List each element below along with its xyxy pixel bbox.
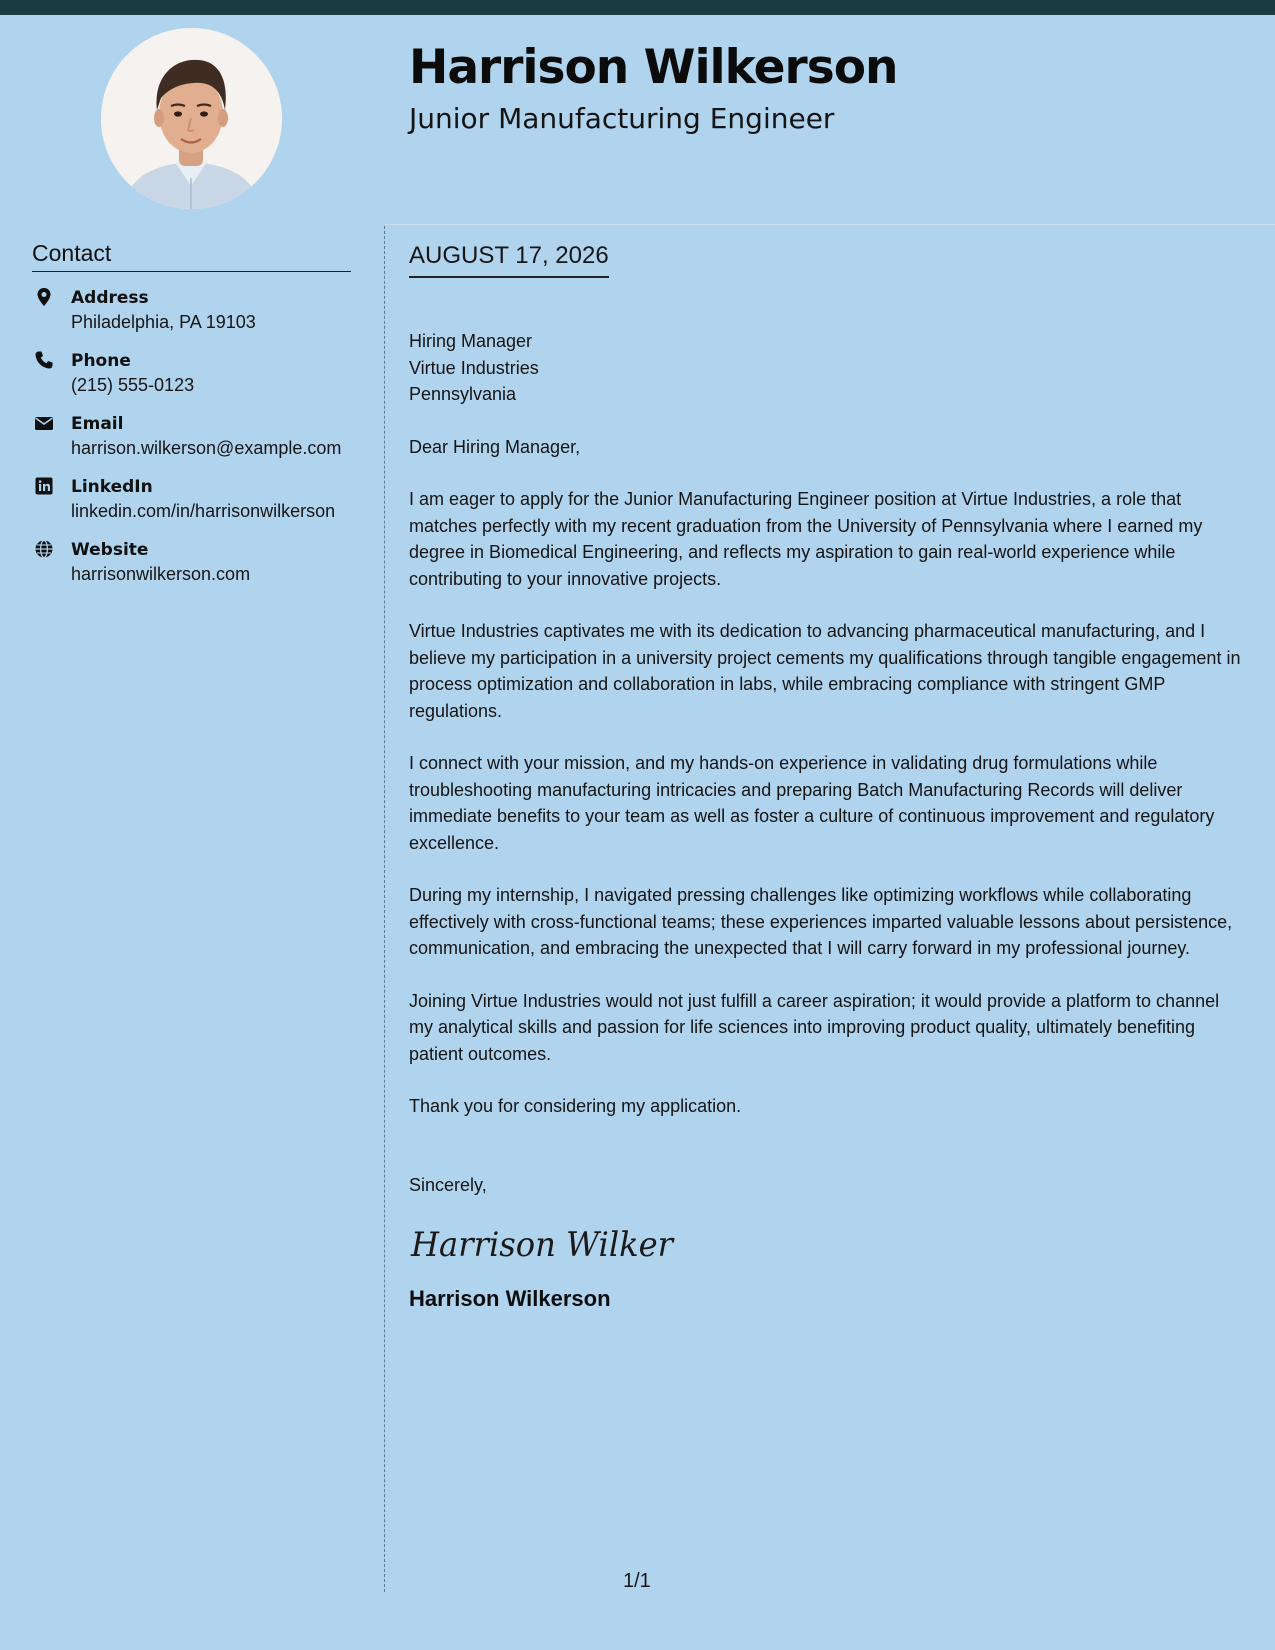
- letter-paragraph: During my internship, I navigated pressing challenges like optimizing workflows while collaborating effectively with cross-functional teams; these experiences imparted valuable lessons about persistence, communication, and embracing the unexpected that I will carry forward in my professional journey.: [409, 885, 1233, 958]
- column-divider: [384, 226, 385, 1592]
- globe-icon: [34, 539, 54, 559]
- contact-item-phone: [32, 349, 354, 398]
- contact-label: Address: [71, 288, 149, 308]
- signature: [409, 1216, 679, 1272]
- header-divider: [385, 224, 1275, 225]
- signature-text: Harrison Wilker: [410, 1225, 675, 1265]
- recipient-line: Pennsylvania: [409, 384, 517, 404]
- contact-item-website: [32, 538, 354, 587]
- candidate-name: Harrison Wilkerson: [409, 40, 898, 95]
- contact-label: Phone: [71, 351, 131, 371]
- linkedin-icon: [34, 476, 54, 496]
- contact-item-email: [32, 412, 354, 461]
- page-number: 1/1: [623, 1570, 651, 1592]
- contact-item-address: [32, 286, 354, 335]
- letter-body: [409, 302, 1245, 1313]
- contact-label: Website: [71, 540, 149, 560]
- signed-name: Harrison Wilkerson: [409, 1286, 611, 1311]
- closing: Sincerely,: [409, 1174, 487, 1195]
- letter-paragraph: I connect with your mission, and my hands-on experience in validating drug formulations while troubleshooting manufacturing intricacies and preparing Batch Manufacturing Records will deliver immediate benefits to your team as well as foster a culture of continuous improvement and regulatory excellence.: [409, 753, 1215, 853]
- contact-label: Email: [71, 414, 124, 434]
- contact-item-linkedin: [32, 475, 354, 524]
- contact-heading: Contact: [32, 240, 351, 272]
- contact-value-address: Philadelphia, PA 19103: [71, 312, 256, 332]
- thanks-line: Thank you for considering my application.: [409, 1096, 742, 1116]
- letter-paragraph: Virtue Industries captivates me with its dedication to advancing pharmaceutical manufacturing, and I believe my participation in a university project cements my qualifications through tangible engagement in process optimization and collaboration in labs, while embracing compliance with stringent GMP regulations.: [409, 621, 1241, 721]
- recipient-line: Virtue Industries: [409, 357, 539, 378]
- profile-photo: [101, 28, 282, 209]
- contact-value-website[interactable]: harrisonwilkerson.com: [71, 564, 251, 584]
- job-title: Junior Manufacturing Engineer: [409, 102, 835, 135]
- top-accent-bar: [0, 0, 1275, 15]
- envelope-icon: [34, 413, 54, 433]
- letter-date: AUGUST 17, 2026: [409, 242, 609, 278]
- contact-value-linkedin[interactable]: linkedin.com/in/harrisonwilkerson: [71, 501, 336, 521]
- letter-paragraph: Joining Virtue Industries would not just fulfill a career aspiration; it would provide a platform to channel my analytical skills and passion for life sciences into improving product quality, ultimately benefiting patient outcomes.: [409, 990, 1220, 1064]
- phone-icon: [34, 350, 54, 370]
- letter-paragraph: I am eager to apply for the Junior Manufacturing Engineer position at Virtue Industries, a role that matches perfectly with my recent graduation from the University of Pennsylvania where I earned my degree in Biomedical Engineering, and reflects my aspiration to gain real-world experience while contributing to your innovative projects.: [409, 489, 1203, 589]
- recipient-line: Hiring Manager: [409, 331, 533, 351]
- contact-list: [32, 286, 354, 601]
- contact-label: LinkedIn: [71, 477, 153, 497]
- location-pin-icon: [34, 287, 54, 307]
- contact-value-email[interactable]: harrison.wilkerson@example.com: [71, 438, 342, 458]
- salutation: Dear Hiring Manager,: [409, 436, 581, 457]
- contact-value-phone: (215) 555-0123: [71, 375, 195, 395]
